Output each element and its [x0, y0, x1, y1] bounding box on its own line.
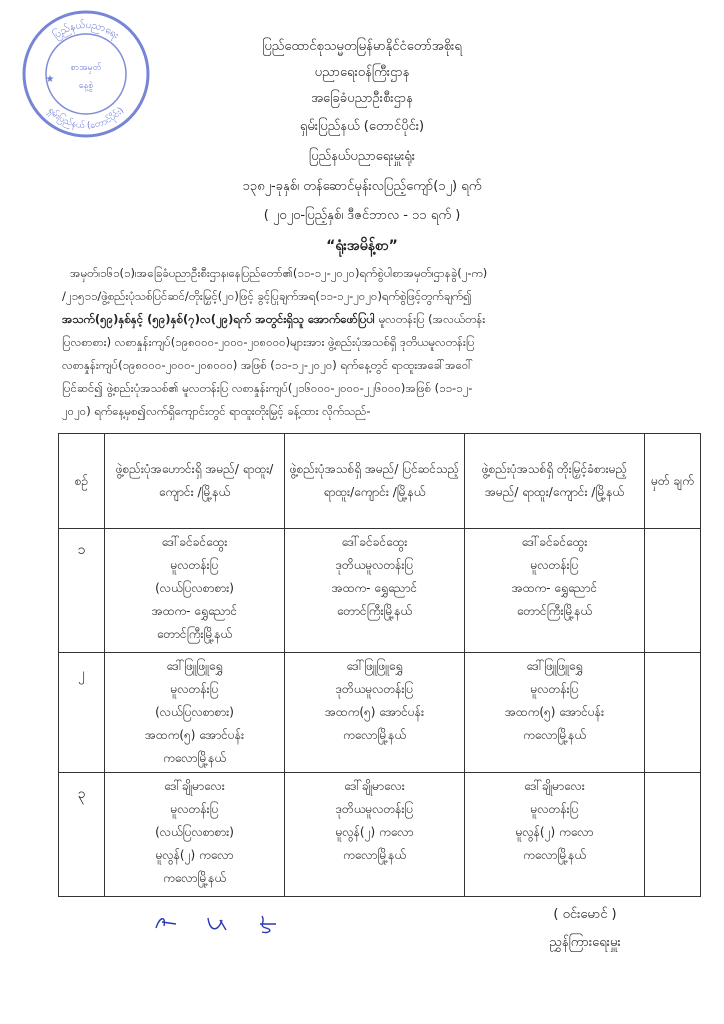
star-icon: ★ — [45, 74, 55, 85]
signatory-position: ညွှန်ကြားရေးမှူး — [549, 935, 621, 950]
header-state: ရှမ်းပြည်နယ် (တောင်ပိုင်း) — [299, 119, 425, 134]
paragraph-line: လစာနှုန်းကျပ်(၁၉၈၀၀၀-၂၀၀၀-၂၀၈၀၀၀) အဖြစ် (၁၁-၁၂-၂၀၂၀) ရက်နေ့တွင် ရာထူးအခေါ်အဝေါ် — [62, 358, 474, 372]
signatory-name: ( ဝင်းမောင် ) — [553, 907, 617, 922]
paragraph-line: ပြင်ဆင်၍ ဖွဲ့စည်းပုံအသစ်၏ မူလတန်းပြ လစာနှုန်းကျပ်(၂၁၆၀၀၀-၂၀၀၀-၂၂၆၀၀၀)အဖြစ် (၁၁-၁၂- — [62, 381, 473, 395]
row-promoted-entry: ဒေါ်ချိုမာလေး မူလတန်းပြ မူလွန်(၂) ကလော ကလောမြို့နယ် — [465, 773, 645, 897]
header-ministry: ပညာရေးဝန်ကြီးဌာန — [314, 65, 410, 80]
row-promoted-entry: ဒေါ်ခင်ခင်ထွေး မူလတန်းပြ အထက- ရွှေညောင် တောင်ကြီးမြို့နယ် — [465, 529, 645, 653]
promotion-table — [58, 433, 701, 897]
row-new-entry: ဒေါ်ဖြူဖြူရွှေ ဒုတိယမူလတန်းပြ အထက(၅) အောင်ပန်း ကလောမြို့နယ် — [285, 653, 465, 773]
seal-date-label: နေ့စွဲ — [78, 81, 94, 91]
header-government: ပြည်ထောင်စုသမ္မတမြန်မာနိုင်ငံတော်အစိုးရ — [262, 39, 462, 54]
order-paragraph — [62, 262, 704, 423]
header-department: အခြေခံပညာဦးစီးဌာန — [311, 91, 413, 106]
header-date-gregorian: ( ၂၀၂၀-ပြည့်နှစ်၊ ဒီဇင်ဘာလ - ၁၁ ရက် ) — [263, 208, 461, 223]
paragraph-line: /၂၁၅၁၁/ဖွဲ့စည်းပုံသစ်ပြင်ဆင်/တိုးမြှင့်(၂၀)ဖြင့် ခွင့်ပြုချက်အရ(၁၁-၁၂-၂၀၂၀)ရက်စွဲဖြင့်တွက်ချက်၍ — [62, 289, 472, 303]
header-serial: စဉ် — [59, 434, 105, 529]
seal-ref-label: စာအမှတ် — [70, 63, 102, 73]
row-new-entry: ဒေါ်ချိုမာလေး ဒုတိယမူလတန်းပြ မူလွန်(၂) ကလော ကလောမြို့နယ် — [285, 773, 465, 897]
row-old-entry: ဒေါ်ချိုမာလေး မူလတန်းပြ (လယ်ပြလစာစား) မူလွန်(၂) ကလော ကလောမြို့နယ် — [105, 773, 285, 897]
row-serial: ၃ — [59, 773, 105, 897]
row-old-entry: ဒေါ်ခင်ခင်ထွေး မူလတန်းပြ (လယ်ပြလစာစား) အထက- ရွှေညောင် တောင်ကြီးမြို့နယ် — [105, 529, 285, 653]
document-title: “ရုံးအမိန့်စာ” — [326, 238, 398, 254]
row-serial: ၂ — [59, 653, 105, 773]
paragraph-line: ၂၀၂၀) ရက်နေ့မှစ၍လက်ရှိကျောင်းတွင် ရာထူးတိုးမြှင့် ခန့်ထား လိုက်သည်- — [62, 404, 371, 418]
row-new-entry: ဒေါ်ခင်ခင်ထွေး ဒုတိယမူလတန်းပြ အထက- ရွှေညောင် တောင်ကြီးမြို့နယ် — [285, 529, 465, 653]
paragraph-line: ပြလစာစား) လစာနှုန်းကျပ်(၁၉၈၀၀၀-၂၀၀၀-၂၀၈၀၀၀)များအား ဖွဲ့စည်းပုံအသစ်ရှိ ဒုတိယမူလတန်းပြ — [62, 335, 475, 349]
paragraph-bold-text: အသက်(၅၉)နှစ်နှင့် (၅၉)နှစ်(၇)လ(၂၉)ရက် အတွင်းရှိသူ အောက်ဖော်ပြပါ — [62, 312, 375, 326]
table-row — [59, 529, 701, 653]
header-office: ပြည်နယ်ပညာရေးမှူးရုံး — [308, 149, 416, 164]
seal-top-text: ပြည်နယ်ပညာရေး — [51, 19, 121, 42]
header-old-structure: ဖွဲ့စည်းပုံအဟောင်းရှိ အမည်/ ရာထူး/ကျောင်း /မြို့နယ် — [105, 434, 285, 529]
header-date-myanmar: ၁၃၈၂-ခုနှစ်၊ တန်ဆောင်မုန်းလပြည့်ကျော်(၁၂) ရက် — [242, 179, 482, 194]
paragraph-line: အမှတ်၊၁၆၁(၁)၊အခြေခံပညာဦးစီးဌာန၊နေပြည်တော်၏(၁၁-၁၂-၂၀၂၀)ရက်စွဲပါစာအမှတ်၊ဌာနခွဲ(၂-က) — [70, 266, 488, 280]
header-remarks: မှတ် ချက် — [645, 434, 701, 529]
row-promoted-entry: ဒေါ်ဖြူဖြူရွှေ မူလတန်းပြ အထက(၅) အောင်ပန်း ကလောမြို့နယ် — [465, 653, 645, 773]
row-old-entry: ဒေါ်ဖြူဖြူရွှေ မူလတန်းပြ (လယ်ပြလစာစား) အထက(၅) အောင်ပန်း ကလောမြို့နယ် — [105, 653, 285, 773]
seal-bottom-text: ရှမ်းပြည်နယ် (တောင်ပိုင်း) — [45, 105, 127, 132]
header-new-structure: ဖွဲ့စည်းပုံအသစ်ရှိ အမည်/ ပြင်ဆင်သည့် ရာထူး/ကျောင်း /မြို့နယ် — [285, 434, 465, 529]
table-row — [59, 773, 701, 897]
row-remark — [645, 529, 701, 653]
row-serial: ၁ — [59, 529, 105, 653]
table-header-row — [59, 434, 701, 529]
row-remark — [645, 653, 701, 773]
paragraph-line — [62, 308, 704, 331]
header-promoted-structure: ဖွဲ့စည်းပုံအသစ်ရှိ တိုးမြှင့်ခံစားမည့် အမည်/ ရာထူး/ကျောင်း /မြို့နယ် — [465, 434, 645, 529]
table-row — [59, 653, 701, 773]
row-remark — [645, 773, 701, 897]
handwritten-initials — [150, 912, 300, 936]
paragraph-text: မူလတန်းပြ (အလယ်တန်း — [374, 312, 486, 326]
